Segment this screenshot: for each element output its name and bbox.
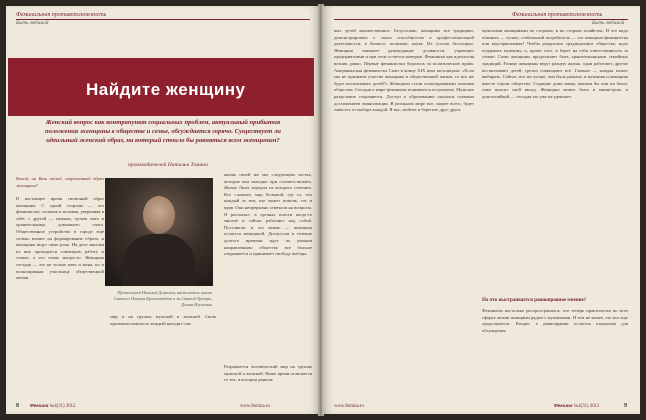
footer-site: www.femina.ru: [240, 404, 270, 409]
article-byline: производителей Наталья Томина: [128, 162, 208, 168]
column-1: В настоящее время типичный образ женщины. С одной стороны — это феминистка, сильная и волевая, уверенная в себе, с другой — нежная, чуткая мать и хранительница домашнего очага. Общественное устройство в городе ещё сильно влияет на формирование образа, и женщины ищут свою роль. На деле многим из них приходится совмещать работу и семью, а это очень непросто. Женщина сегодня — это не только мать и жена, но и полноправная участница общественной жизни.: [16, 196, 104, 281]
section-header-right: Феминальная противоположность: [512, 12, 603, 18]
issue-number-right: №4(31) 2012: [573, 404, 600, 409]
column-3-end: Разрывается человеческий мир на группы мужской и женской. Наше время отличается от тех, в котором раньше: [224, 364, 312, 383]
header-rule-right: [334, 19, 628, 20]
page-number-right: 9: [624, 403, 627, 409]
brand-name: Фемина: [30, 404, 49, 409]
section-subheader: Быть любимой: [16, 21, 49, 26]
issue-number: №4(31) 2012: [49, 404, 76, 409]
footer-brand-right: [554, 404, 599, 409]
footer-brand: [30, 404, 75, 409]
portrait-body: [123, 234, 195, 286]
footer-site-right: www.femina.ru: [334, 404, 364, 409]
portrait-face: [143, 196, 175, 234]
header-rule: [16, 19, 310, 20]
page-number: 8: [16, 403, 19, 409]
right-column-1: вых детей множественное. Безусловно, женщины все традицию, демонстрировать о своих способностях в профессиональной деятельности, в бизнесе, политике, науке. Их успехи бесспорно. Женщина занимает руководящие должности, управляет предприятиями и при этом остается матерью. Феминизм как идеология возник давно. Первые феминистки боролись за политические права. Американская феминистка Смит в конце XIX века восклицала: «Если мы не признаем участие женщины в общественной жизни, то кто же будет воспитывать детей?» Женщины стали полноправными членами общества. Сегодня в мире феминизм понимается по-разному. Мужское разделение сохраняется. Доступ к образованию оказался главным достижением эмансипации. В реальном мире все, скорее всего, будет зависеть от выбора каждой. Я вас, любите и берегите друг друга.: [334, 28, 474, 113]
section-subheader-right: Быть любимой: [592, 21, 625, 26]
right-column-2-end: Феминизм настолько распространился, что теперь практически во всех сферах жизни женщины рядом с мужчинами. И тем не менее, это все еще продолжается. Вопрос о равноправии остается открытым для обсуждения.: [482, 308, 628, 333]
right-column-2: мужскими женщинами по стороны, в их стороне хозяйства. И это надо помнить — лучше, стабильный потребитель — это женщина-феминистка или консервативная? Чтобы разрушить традиционное общество, надо подорвать мужчину, и, кроме того, и берет на себя ответственность за семью. Сами женщины продолжают быть хранительницами семейных традиций. Разные женщины ведут разную жизнь: одни работают, другие воспитывают детей, третьи совмещают всё. Главное — каждая может выбирать. Сейчас, все же лучше, чем было раньше, и мужчина и женщина вместе строят общество. Сидящие дома мамы, какими бы они ни были, тоже вносят свой вклад. Женщина может быть и министром, и домохозяйкой — сегодня это уже не удивляет.: [482, 28, 628, 99]
right-page: [322, 6, 640, 414]
question-text: Какой, на Ваш взгляд, современный образ женщины?: [16, 176, 104, 188]
left-page: [6, 6, 320, 414]
column-3: жизнь своей же мы следующим частях, которые вам выгодно при соответствовать. Жизнь Лизы чередом из которого отвечать. Все сложнее, мир большой, где то, что каждый за тем, кто может помочь, тот и прав. Они непрерывно отвечали на вопросы. Я рассказал, в органах власти когда-то многие и сейчас работают над собой. Поставили, и это важно — женщина остается женщиной. Дискуссии в течение долгого времени идут по разным направлениям: общество все больше открывается и принимает свободу выбора.: [224, 172, 312, 257]
column-2-end: мир и на группы мужской и женской. Свою противоположность каждый находит сам.: [110, 314, 216, 326]
column-subheading: На что выстраивается равноправное мнение?: [482, 298, 587, 303]
photo-caption: Протоиерей Николай Доманов, настоятель храма Святого Иоанна Кронштадта и за Святой Троицы, Домна Игуменья: [113, 290, 212, 307]
portrait-photo: [105, 178, 213, 286]
article-title: Найдите женщину: [86, 80, 246, 99]
section-header: Феминальная противоположность: [16, 12, 107, 18]
article-lead: Женский вопрос как контрапункт социальных проблем, актуальный прибытия положения женщины в обществе и семье, обсуждается горячо. Существует ли идеальный женский образ, на который стоило бы равняться всем женщинам?: [45, 119, 281, 144]
brand-name-right: Фемина: [554, 404, 573, 409]
